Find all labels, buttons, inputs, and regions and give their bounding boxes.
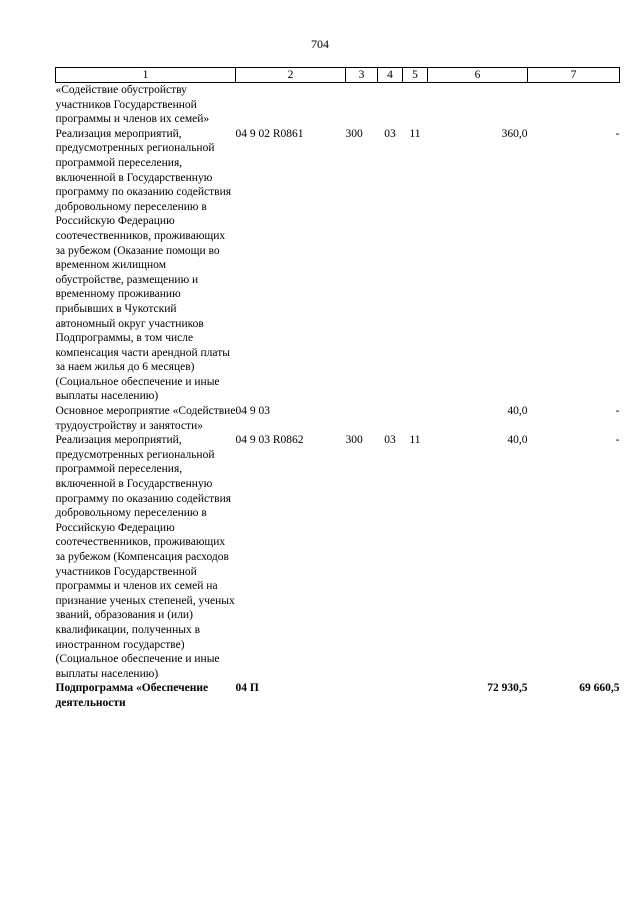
row-name: Подпрограмма «Обеспечение деятельности xyxy=(55,682,209,709)
row-subsection xyxy=(403,404,428,433)
column-header-6: 6 xyxy=(428,68,528,83)
row-subsection xyxy=(403,681,428,710)
row-amount-1: 360,0 xyxy=(501,127,528,140)
table-row-subprogram xyxy=(56,681,620,710)
row-name: Реализация мероприятий, предусмотренных региональной программой переселения, включенной в Государственную программу по оказанию содействия добровольному переселению в Российскую Федерацию соотечественников, проживающих за рубежом (Оказание помощи во временном жилищном обустройстве, размещению и временному проживанию прибывших в Чукотский автономный округ участников Подпрограммы, в том числе компенсация части арендной платы за наем жилья до 6 месяцев) (Социальное обеспечение и иные выплаты населению) xyxy=(55,127,232,403)
table-row xyxy=(56,404,620,433)
column-header-3: 3 xyxy=(346,68,378,83)
row-amount-1: 40,0 xyxy=(507,405,528,418)
row-subsection: 11 xyxy=(409,434,421,447)
row-code: 04 9 03 xyxy=(235,405,270,418)
table-row xyxy=(56,83,620,127)
row-section: 03 xyxy=(384,127,396,140)
row-expense-type: 300 xyxy=(345,127,363,140)
row-amount-2: - xyxy=(615,127,620,140)
column-header-4: 4 xyxy=(378,68,403,83)
row-section: 03 xyxy=(384,434,396,447)
column-header-7: 7 xyxy=(528,68,620,83)
column-header-2: 2 xyxy=(236,68,346,83)
row-expense-type xyxy=(346,404,378,433)
row-code: 04 9 02 R0861 xyxy=(235,127,304,140)
row-expense-type xyxy=(346,681,378,710)
row-code xyxy=(236,83,346,127)
row-amount-1: 72 930,5 xyxy=(487,682,528,695)
row-subsection xyxy=(403,83,428,127)
row-amount-2 xyxy=(528,83,620,127)
column-header-5: 5 xyxy=(403,68,428,83)
table-row xyxy=(56,127,620,404)
row-code: 04 9 03 R0862 xyxy=(235,434,304,447)
row-code: 04 П xyxy=(235,682,259,695)
row-name: Основное мероприятие «Содействие трудоустройству и занятости» xyxy=(55,405,236,432)
row-expense-type: 300 xyxy=(345,434,363,447)
row-section xyxy=(378,404,403,433)
row-section xyxy=(378,83,403,127)
row-amount-1 xyxy=(428,83,528,127)
row-expense-type xyxy=(346,83,378,127)
table-row xyxy=(56,433,620,681)
row-amount-1: 40,0 xyxy=(507,434,528,447)
row-section xyxy=(378,681,403,710)
column-number-header-row xyxy=(56,68,620,83)
row-name: «Содействие обустройству участников Государственной программы и членов их семей» xyxy=(55,84,210,126)
column-header-1: 1 xyxy=(56,68,236,83)
row-amount-2: 69 660,5 xyxy=(579,682,620,695)
row-subsection: 11 xyxy=(409,127,421,140)
row-amount-2: - xyxy=(615,434,620,447)
page-number: 704 xyxy=(311,37,329,51)
row-amount-2: - xyxy=(615,405,620,418)
budget-table xyxy=(55,67,620,711)
row-name: Реализация мероприятий, предусмотренных региональной программой переселения, включенной в Государственную программу по оказанию содействия добровольному переселению в Российскую Федерацию соотечественников, проживающих за рубежом (Компенсация расходов участников Государственной программы и членов их семей на признание ученых степеней, ученых званий, образования и (или) квалификации, полученных в иностранном государстве) (Социальное обеспечение и иные выплаты населению) xyxy=(55,434,235,680)
